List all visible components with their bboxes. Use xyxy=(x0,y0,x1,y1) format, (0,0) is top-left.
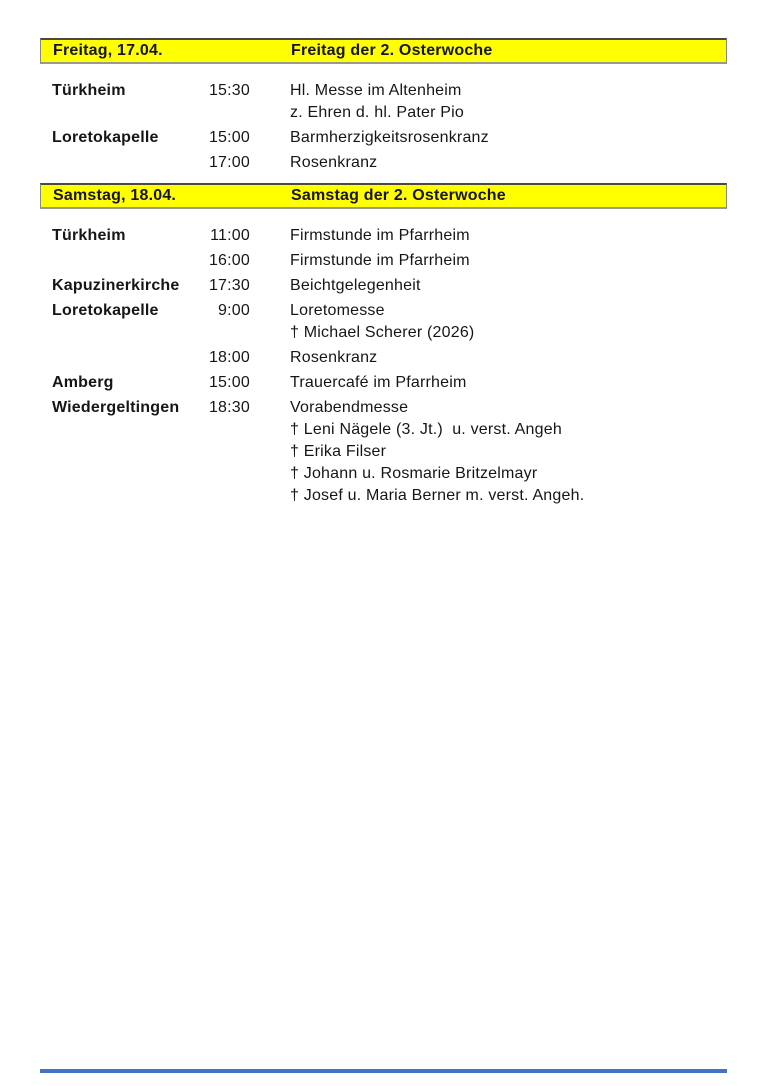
time-cell: 15:00 xyxy=(208,374,250,391)
time-cell: 16:00 xyxy=(208,252,250,269)
location-cell: Kapuzinerkirche xyxy=(52,277,180,294)
event-line: Rosenkranz xyxy=(290,154,378,171)
events-cell xyxy=(290,80,727,124)
location-cell: Wiedergeltingen xyxy=(52,399,180,416)
event-line: † Josef u. Maria Berner m. verst. Angeh. xyxy=(290,487,585,504)
date-header-bar xyxy=(40,38,727,64)
header-title: Freitag der 2. Osterwoche xyxy=(291,42,493,59)
schedule-row xyxy=(52,80,727,124)
schedule-rows xyxy=(40,225,727,507)
time-cell: 17:00 xyxy=(208,154,250,171)
events-cell xyxy=(290,225,727,247)
header-date: Samstag, 18.04. xyxy=(53,187,177,204)
event-line: Loretomesse xyxy=(290,302,385,319)
schedule-sections xyxy=(40,38,727,507)
location-cell: Türkheim xyxy=(52,82,126,99)
location-cell: Türkheim xyxy=(52,227,126,244)
time-cell: 17:30 xyxy=(208,277,250,294)
event-line: † Johann u. Rosmarie Britzelmayr xyxy=(290,465,538,482)
event-line: † Leni Nägele (3. Jt.) u. verst. Angeh xyxy=(290,421,562,438)
schedule-row xyxy=(52,225,727,247)
events-cell xyxy=(290,300,727,344)
event-line: Firmstunde im Pfarrheim xyxy=(290,227,470,244)
location-cell: Amberg xyxy=(52,374,114,391)
events-cell xyxy=(290,372,727,394)
events-cell xyxy=(290,347,727,369)
event-line: Barmherzigkeitsrosenkranz xyxy=(290,129,489,146)
event-line: † Michael Scherer (2026) xyxy=(290,324,475,341)
events-cell xyxy=(290,397,727,507)
events-cell xyxy=(290,127,727,149)
event-line: Trauercafé im Pfarrheim xyxy=(290,374,467,391)
event-line: Firmstunde im Pfarrheim xyxy=(290,252,470,269)
footer-divider-line xyxy=(40,1069,727,1073)
time-cell: 15:00 xyxy=(208,129,250,146)
events-cell xyxy=(290,152,727,174)
event-line: Beichtgelegenheit xyxy=(290,277,421,294)
location-cell: Loretokapelle xyxy=(52,129,159,146)
event-line: Rosenkranz xyxy=(290,349,378,366)
schedule-rows xyxy=(40,80,727,174)
schedule-row xyxy=(52,250,727,272)
events-cell xyxy=(290,250,727,272)
event-line: Hl. Messe im Altenheim xyxy=(290,82,462,99)
schedule-row xyxy=(52,397,727,507)
header-title: Samstag der 2. Osterwoche xyxy=(291,187,506,204)
schedule-row xyxy=(52,127,727,149)
events-cell xyxy=(290,275,727,297)
location-cell: Loretokapelle xyxy=(52,302,159,319)
date-header-bar xyxy=(40,183,727,209)
time-cell: 18:00 xyxy=(208,349,250,366)
schedule-document xyxy=(40,38,727,516)
time-cell: 15:30 xyxy=(208,82,250,99)
schedule-row xyxy=(52,300,727,344)
schedule-section xyxy=(40,183,727,507)
event-line: Vorabendmesse xyxy=(290,399,409,416)
schedule-row xyxy=(52,347,727,369)
event-line: † Erika Filser xyxy=(290,443,387,460)
time-cell: 11:00 xyxy=(210,227,250,244)
schedule-section xyxy=(40,38,727,174)
schedule-row xyxy=(52,152,727,174)
event-line: z. Ehren d. hl. Pater Pio xyxy=(290,104,464,121)
schedule-row xyxy=(52,372,727,394)
header-date: Freitag, 17.04. xyxy=(53,42,163,59)
time-cell: 9:00 xyxy=(218,302,250,319)
time-cell: 18:30 xyxy=(208,399,250,416)
schedule-row xyxy=(52,275,727,297)
